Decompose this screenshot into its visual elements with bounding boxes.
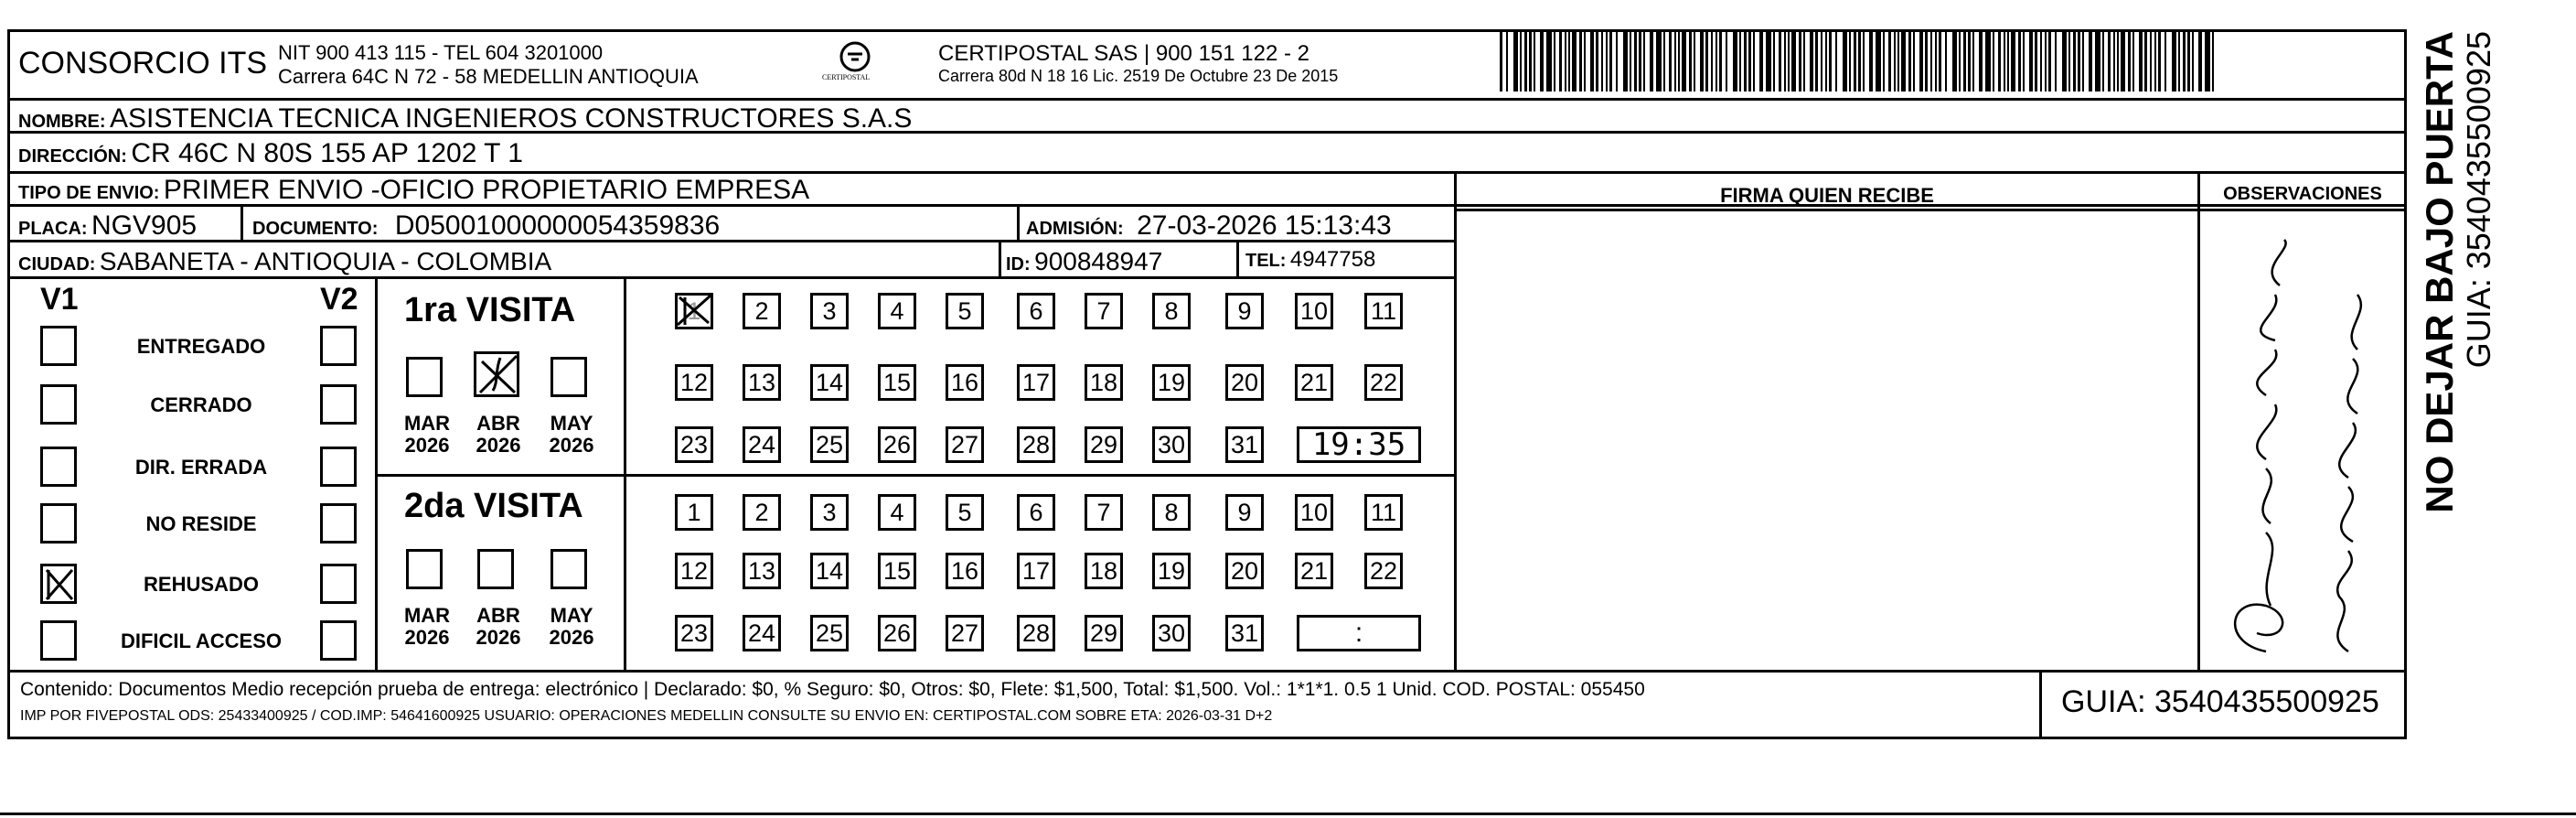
tipo-envio-label: TIPO DE ENVIO: — [18, 183, 160, 203]
barcode-bar — [1876, 31, 1881, 91]
day-box[interactable]: 14 — [810, 553, 849, 589]
day-box[interactable]: 28 — [1017, 426, 1055, 463]
barcode-bar — [1694, 31, 1695, 91]
barcode-bar — [2117, 31, 2119, 91]
barcode-bar — [1650, 31, 1653, 91]
barcode-bar — [1513, 31, 1518, 91]
barcode-bar — [1678, 31, 1680, 91]
barcode-bar — [1985, 31, 1991, 91]
barcode-bar — [2139, 31, 2143, 91]
day-box[interactable]: 15 — [878, 553, 916, 589]
day-box[interactable]: 28 — [1017, 615, 1055, 651]
barcode-bar — [2095, 31, 2100, 91]
status-label: DIR. ERRADA — [134, 456, 268, 479]
day-box[interactable]: 29 — [1085, 426, 1123, 463]
documento-value: D05001000000054359836 — [394, 210, 721, 241]
month-label: ABR — [476, 604, 520, 627]
firma-left-line — [1454, 172, 1457, 672]
day-box[interactable]: 26 — [878, 426, 916, 463]
status-label: CERRADO — [150, 393, 252, 416]
day-box[interactable]: 2 — [743, 494, 781, 531]
barcode-bar — [1759, 31, 1763, 91]
month-checkbox[interactable] — [406, 549, 443, 589]
barcode-bar — [1506, 31, 1508, 91]
day-box[interactable]: 27 — [946, 426, 984, 463]
barcode-bar — [1968, 31, 1971, 91]
barcode-bar — [2029, 31, 2033, 91]
barcode-bar — [1897, 31, 1899, 91]
barcode-bar — [1959, 31, 1961, 91]
barcode-bar — [2045, 31, 2047, 91]
barcode-bar — [1596, 31, 1598, 91]
obs-left-line — [2197, 172, 2200, 672]
barcode-bar — [1945, 31, 1947, 91]
day-box[interactable]: 12 — [675, 553, 713, 589]
barcode-bar — [1669, 31, 1672, 91]
month-checkbox[interactable] — [550, 357, 587, 397]
row-line-firma — [1454, 209, 2200, 211]
day-box[interactable]: 23 — [675, 615, 713, 651]
barcode-bar — [2121, 31, 2125, 91]
day-box[interactable]: 22 — [1364, 553, 1403, 589]
barcode-bar — [1993, 31, 1994, 91]
barcode-bar — [2011, 31, 2015, 91]
v1-checkbox[interactable] — [40, 384, 77, 425]
v2-checkbox[interactable] — [320, 384, 357, 425]
barcode-bar — [1908, 31, 1911, 91]
footer-guia-sep — [2039, 670, 2042, 739]
month-label: MAR — [403, 604, 451, 627]
barcode-bar — [1559, 31, 1562, 91]
day-box[interactable]: 22 — [1364, 364, 1403, 401]
barcode-bar — [1739, 31, 1741, 91]
barcode-graphic — [1496, 29, 2222, 95]
tel-label: TEL: — [1245, 251, 1287, 271]
day-box[interactable]: 11 — [1364, 293, 1403, 329]
footer-guia: GUIA: 3540435500925 — [2061, 684, 2379, 719]
barcode-bar — [1540, 31, 1544, 91]
barcode-bar — [1711, 31, 1713, 91]
barcode-bar — [1529, 31, 1532, 91]
day-box[interactable]: 8 — [1152, 293, 1191, 329]
month-label: ABR — [476, 412, 520, 435]
tipo-envio-value: PRIMER ENVIO -OFICIO PROPIETARIO EMPRESA — [163, 175, 810, 205]
barcode-bar — [2073, 31, 2076, 91]
day-box[interactable]: 13 — [743, 553, 781, 589]
barcode-bar — [1843, 31, 1847, 91]
id-value: 900848947 — [1034, 247, 1163, 275]
barcode-bar — [1952, 31, 1957, 91]
visit-mid-line — [375, 474, 1456, 477]
day-box[interactable]: 11 — [1364, 494, 1403, 531]
barcode-bar — [1689, 31, 1692, 91]
barcode-bar — [2108, 31, 2111, 91]
certipostal-logo — [818, 38, 892, 93]
barcode-bar — [2164, 31, 2166, 91]
year-label: 2026 — [549, 626, 594, 649]
side-guia: GUIA: 3540435500925 — [2460, 31, 2497, 369]
barcode-bar — [2018, 31, 2021, 91]
day-box[interactable]: 6 — [1017, 293, 1055, 329]
barcode-bar — [1639, 31, 1641, 91]
barcode-bar — [1773, 31, 1775, 91]
barcode-bar — [2144, 31, 2147, 91]
barcode-bar — [1779, 31, 1781, 91]
certipostal-line: CERTIPOSTAL SAS | 900 151 122 - 2 — [938, 41, 1309, 66]
day-box[interactable]: 16 — [946, 364, 984, 401]
bottom-rule — [0, 813, 2576, 815]
v1-checkbox[interactable] — [40, 447, 77, 487]
day-box[interactable]: 8 — [1152, 494, 1191, 531]
placa-value: NGV905 — [91, 210, 198, 241]
barcode-bar — [1935, 31, 1937, 91]
day-box[interactable]: 24 — [743, 426, 781, 463]
day-box[interactable]: 23 — [675, 426, 713, 463]
admision-value: 27-03-2026 15:13:43 — [1137, 210, 1392, 241]
barcode-bar — [2198, 31, 2202, 91]
barcode-bar — [1939, 31, 1941, 91]
ciudad-label: CIUDAD: — [18, 254, 96, 274]
barcode-bar — [2172, 31, 2176, 91]
barcode-bar — [2035, 31, 2037, 91]
barcode-bar — [1972, 31, 1974, 91]
barcode-bar — [1634, 31, 1637, 91]
barcode-bar — [1630, 31, 1631, 91]
barcode-bar — [2040, 31, 2042, 91]
barcode-bar — [1913, 31, 1915, 91]
first-visit-label: 1ra VISITA — [404, 291, 576, 329]
barcode-bar — [1609, 31, 1612, 91]
day-box[interactable]: 27 — [946, 615, 984, 651]
barcode-bar — [2150, 31, 2152, 91]
barcode-bar — [1901, 31, 1906, 91]
ciudad-value: SABANETA - ANTIOQUIA - COLOMBIA — [99, 247, 552, 275]
barcode-bar — [1579, 31, 1582, 91]
day-box[interactable]: 9 — [1225, 293, 1264, 329]
barcode-bar — [1590, 31, 1594, 91]
v1-checkbox[interactable] — [40, 564, 77, 604]
day-box[interactable]: 6 — [1017, 494, 1055, 531]
day-box[interactable]: 18 — [1085, 364, 1123, 401]
barcode-bar — [2192, 31, 2194, 91]
barcode-bar — [2154, 31, 2156, 91]
year-label: 2026 — [404, 626, 450, 649]
barcode-bar — [1572, 31, 1577, 91]
barcode-bar — [1854, 31, 1856, 91]
v2-checkbox[interactable] — [320, 564, 357, 604]
barcode-bar — [2082, 31, 2084, 91]
day-box[interactable]: 21 — [1295, 364, 1333, 401]
company-name: CONSORCIO ITS — [18, 46, 268, 81]
barcode-bar — [1894, 31, 1896, 91]
day-box[interactable]: 26 — [878, 615, 916, 651]
barcode-bar — [1810, 31, 1813, 91]
day-box[interactable]: 3 — [810, 293, 849, 329]
barcode-bar — [1705, 31, 1708, 91]
barcode-bar — [1656, 31, 1662, 91]
time-box[interactable]: 19:35 — [1297, 426, 1421, 463]
barcode-bar — [1565, 31, 1566, 91]
barcode-bar — [2128, 31, 2131, 91]
time-box[interactable]: : — [1297, 615, 1421, 651]
barcode-bar — [1998, 31, 2001, 91]
day-box[interactable]: 25 — [810, 426, 849, 463]
footer-line1: Contenido: Documentos Medio recepción prueba de entrega: electrónico | Declarado: $0, % Seguro: $0, Otros: $0, Flete: $1,500, Total: $1,500. Vol.: 1*1*1. 0.5 1 Unid. COD. POSTAL: 055450 — [20, 679, 1645, 700]
barcode-bar — [1682, 31, 1686, 91]
day-box[interactable]: 29 — [1085, 615, 1123, 651]
month-label: MAR — [403, 412, 451, 435]
second-visit-label: 2da VISITA — [404, 487, 583, 525]
day-box[interactable]: 16 — [946, 553, 984, 589]
day-box[interactable]: 30 — [1152, 615, 1191, 651]
v2-label: V2 — [320, 282, 358, 317]
barcode-bar — [1825, 31, 1827, 91]
day-box[interactable]: 10 — [1295, 293, 1333, 329]
barcode-bar — [1753, 31, 1755, 91]
year-label: 2026 — [476, 434, 521, 457]
month-checkbox[interactable] — [406, 357, 443, 397]
day-box[interactable]: 1 — [675, 494, 713, 531]
tel-value: 4947758 — [1289, 247, 1376, 272]
day-box[interactable]: 17 — [1017, 364, 1055, 401]
barcode-bar — [2062, 31, 2067, 91]
barcode-bar — [1748, 31, 1751, 91]
barcode-bar — [1784, 31, 1786, 91]
day-box[interactable]: 4 — [878, 494, 916, 531]
barcode-bar — [1788, 31, 1790, 91]
day-box[interactable]: 20 — [1225, 364, 1264, 401]
barcode-bar — [2055, 31, 2057, 91]
barcode-bar — [2205, 31, 2210, 91]
day-box[interactable]: 31 — [1225, 615, 1264, 651]
barcode-bar — [1791, 31, 1796, 91]
barcode-bar — [1719, 31, 1722, 91]
barcode-bar — [1829, 31, 1832, 91]
barcode-bar — [2158, 31, 2161, 91]
barcode-bar — [2113, 31, 2115, 91]
day-box[interactable]: 21 — [1295, 553, 1333, 589]
barcode-bar — [1835, 31, 1837, 91]
footer-line2: IMP POR FIVEPOSTAL ODS: 25433400925 / COD.IMP: 54641600925 USUARIO: OPERACIONES MEDELLIN CONSULTE SU ENVIO EN: CERTIPOSTAL.COM SOBRE ETA: 2026-03-31 D+2 — [20, 708, 1273, 724]
year-label: 2026 — [404, 434, 450, 457]
day-box[interactable]: 13 — [743, 364, 781, 401]
certipostal-address: Carrera 80d N 18 16 Lic. 2519 De Octubre 23 De 2015 — [938, 67, 1339, 85]
barcode-bar — [1888, 31, 1891, 91]
month-checkbox[interactable] — [550, 549, 587, 589]
form-outer-border — [7, 29, 2407, 739]
day-box[interactable]: 25 — [810, 615, 849, 651]
day-box[interactable]: 7 — [1085, 293, 1123, 329]
day-box[interactable]: 18 — [1085, 553, 1123, 589]
v1-label: V1 — [40, 282, 79, 317]
day-box[interactable]: 20 — [1225, 553, 1264, 589]
barcode-bar — [1500, 31, 1502, 91]
barcode-bar — [1623, 31, 1628, 91]
barcode-bar — [1568, 31, 1570, 91]
barcode-bar — [1925, 31, 1928, 91]
day-box[interactable]: 5 — [946, 494, 984, 531]
barcode-bar — [2183, 31, 2186, 91]
barcode-bar — [2132, 31, 2134, 91]
barcode-bar — [1858, 31, 1861, 91]
documento-label: DOCUMENTO: — [252, 219, 379, 239]
status-label: ENTREGADO — [136, 335, 266, 358]
barcode-bar — [1554, 31, 1555, 91]
placa-label: PLACA: — [18, 219, 88, 239]
admision-sep — [1017, 207, 1020, 242]
day-box[interactable]: 30 — [1152, 426, 1191, 463]
v1-checkbox[interactable] — [40, 503, 77, 544]
barcode-bar — [1930, 31, 1932, 91]
status-label: NO RESIDE — [145, 512, 257, 535]
no-dejar-bajo-puerta: NO DEJAR BAJO PUERTA — [2418, 31, 2461, 513]
day-box[interactable]: 24 — [743, 615, 781, 651]
day-box[interactable]: 15 — [878, 364, 916, 401]
barcode — [1496, 29, 2222, 95]
barcode-bar — [1716, 31, 1717, 91]
barcode-bar — [1606, 31, 1608, 91]
v1-checkbox[interactable] — [40, 620, 77, 661]
barcode-bar — [1700, 31, 1704, 91]
barcode-bar — [1663, 31, 1665, 91]
year-label: 2026 — [549, 434, 594, 457]
day-box[interactable]: 19 — [1152, 364, 1191, 401]
barcode-bar — [2178, 31, 2180, 91]
barcode-bar — [2007, 31, 2009, 91]
company-address: Carrera 64C N 72 - 58 MEDELLIN ANTIOQUIA — [278, 65, 699, 88]
barcode-bar — [1584, 31, 1586, 91]
id-sep — [999, 242, 1001, 278]
day-box[interactable]: 9 — [1225, 494, 1264, 531]
day-box[interactable]: 4 — [878, 293, 916, 329]
day-box[interactable]: 14 — [810, 364, 849, 401]
month-checkbox[interactable] — [474, 351, 519, 397]
month-checkbox[interactable] — [477, 549, 514, 589]
barcode-bar — [1849, 31, 1851, 91]
barcode-bar — [1534, 31, 1535, 91]
barcode-bar — [1821, 31, 1822, 91]
v2-checkbox[interactable] — [320, 447, 357, 487]
day-box[interactable]: 2 — [743, 293, 781, 329]
handwriting-graphic — [2202, 212, 2405, 668]
firma-label: FIRMA QUIEN RECIBE — [1720, 184, 1934, 207]
barcode-bar — [1733, 31, 1737, 91]
barcode-bar — [2068, 31, 2070, 91]
barcode-bar — [2023, 31, 2025, 91]
barcode-bar — [2212, 31, 2214, 91]
nombre-label: NOMBRE: — [18, 112, 106, 132]
barcode-bar — [1744, 31, 1747, 91]
barcode-bar — [1674, 31, 1676, 91]
nombre-value: ASISTENCIA TECNICA INGENIEROS CONSTRUCTORES S.A.S — [110, 103, 913, 134]
day-box[interactable]: 5 — [946, 293, 984, 329]
v2-checkbox[interactable] — [320, 503, 357, 544]
barcode-bar — [1979, 31, 1983, 91]
barcode-bar — [1815, 31, 1818, 91]
barcode-bar — [1616, 31, 1618, 91]
observaciones-label: OBSERVACIONES — [2223, 184, 2382, 204]
v2-checkbox[interactable] — [320, 620, 357, 661]
barcode-bar — [1863, 31, 1865, 91]
placa-sep — [240, 207, 243, 242]
barcode-bar — [1799, 31, 1801, 91]
day-box[interactable]: 12 — [675, 364, 713, 401]
barcode-bar — [1726, 31, 1727, 91]
barcode-bar — [2078, 31, 2080, 91]
day-box[interactable]: 19 — [1152, 553, 1191, 589]
nit-line: NIT 900 413 115 - TEL 604 3201000 — [278, 41, 604, 64]
day-box[interactable]: 7 — [1085, 494, 1123, 531]
barcode-bar — [1919, 31, 1923, 91]
barcode-bar — [1643, 31, 1645, 91]
barcode-bar — [2048, 31, 2051, 91]
day-box[interactable]: 3 — [810, 494, 849, 531]
tel-sep — [1236, 242, 1239, 278]
barcode-bar — [1520, 31, 1522, 91]
barcode-bar — [2089, 31, 2092, 91]
direccion-value: CR 46C N 80S 155 AP 1202 T 1 — [131, 138, 523, 168]
status-label: REHUSADO — [144, 573, 259, 596]
v1-checkbox[interactable] — [40, 326, 77, 366]
barcode-bar — [1766, 31, 1771, 91]
day-box[interactable]: 31 — [1225, 426, 1264, 463]
v2-checkbox[interactable] — [320, 326, 357, 366]
barcode-bar — [1524, 31, 1527, 91]
row-line-1 — [9, 98, 2405, 101]
id-label: ID: — [1006, 254, 1031, 274]
row-line-obs — [2197, 209, 2406, 211]
day-box[interactable]: 1 — [675, 293, 713, 329]
barcode-bar — [1803, 31, 1805, 91]
month-label: MAY — [550, 604, 593, 627]
observaciones-handwriting — [2202, 212, 2405, 668]
certipostal-logo-icon — [818, 38, 892, 93]
admision-label: ADMISIÓN: — [1026, 219, 1124, 239]
barcode-bar — [1601, 31, 1603, 91]
barcode-bar — [2102, 31, 2104, 91]
status-label: DIFICIL ACCESO — [120, 630, 282, 652]
day-box[interactable]: 17 — [1017, 553, 1055, 589]
direccion-label: DIRECCIÓN: — [18, 146, 127, 167]
day-box[interactable]: 10 — [1295, 494, 1333, 531]
row-line-3 — [9, 171, 2405, 174]
barcode-bar — [1963, 31, 1966, 91]
barcode-bar — [1546, 31, 1552, 91]
barcode-bar — [1883, 31, 1885, 91]
barcode-bar — [1869, 31, 1873, 91]
barcode-bar — [2187, 31, 2190, 91]
barcode-bar — [2004, 31, 2005, 91]
logo-text: CERTIPOSTAL — [822, 73, 871, 81]
footer-line — [9, 670, 2405, 673]
year-label: 2026 — [476, 626, 521, 649]
month-label: MAY — [550, 412, 593, 435]
